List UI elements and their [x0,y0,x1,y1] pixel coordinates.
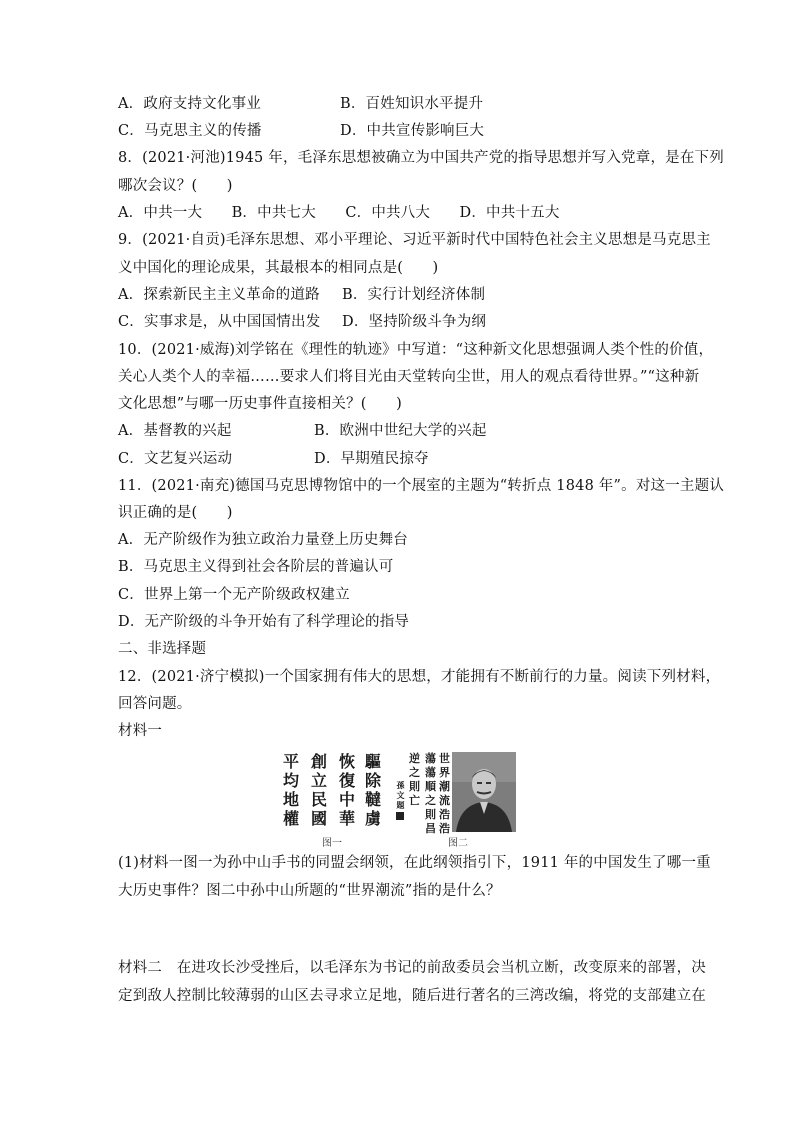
q9-option-b: B．实行计划经济体制 [342,287,486,303]
inscription-column: 世界潮流浩浩 [439,752,450,835]
q11-stem: 11．(2021·南充)德国马克思博物馆中的一个展室的主题为“转折点 1848 年”。对这一主题认 [118,478,725,494]
figure-two-caption: 图二 [448,838,468,849]
q7-option-b: B．百姓知识水平提升 [340,96,484,112]
q9-option-a: A．探索新民主主义革命的道路 [118,287,320,303]
q10-stem-cont: 关心人类个人的幸福……要求人们将目光由天堂转向尘世，用人的观点看待世界。”“这种新 [118,369,700,385]
portrait-figure-icon [452,752,516,832]
calligraphy-column: 恢復中華 [338,752,355,828]
q10-stem-end: 文化思想”与哪一历史事件直接相关？( ) [118,396,402,412]
q11-option-c: C．世界上第一个无产阶级政权建立 [118,587,350,603]
inscription-column: 蕩蕩順之則昌 [425,752,436,835]
q8-options: A．中共一大 B．中共七大 C．中共八大 D．中共十五大 [118,205,560,221]
seal-stamp [396,812,404,820]
figure-one-caption: 图一 [322,838,342,849]
q11-option-a: A．无产阶级作为独立政治力量登上历史舞台 [118,532,408,548]
section-heading: 二、非选择题 [118,641,207,657]
q7-option-c: C．马克思主义的传播 [118,123,262,139]
calligraphy-column: 平均地權 [282,752,299,828]
q11-stem-cont: 识正确的是( ) [118,505,233,521]
inscription-signature: 孫文題 [396,780,405,810]
q10-stem: 10．(2021·威海)刘学铭在《理性的轨迹》中写道：“这种新文化思想强调人类个性的价值， [118,342,714,358]
q9-stem-cont: 义中国化的理论成果，其最根本的相同点是( ) [118,260,439,276]
material-one-label: 材料一 [118,723,163,739]
calligraphy-column: 驅除韃虜 [364,752,381,828]
sub-question-1: (1)材料一图一为孙中山手书的同盟会纲领，在此纲领指引下，1911 年的中国发生了哪一重 [118,855,711,871]
material-two: 材料二 在进攻长沙受挫后，以毛泽东为书记的前敌委员会当机立断，改变原来的部署，决 [118,960,706,976]
q7-option-a: A．政府支持文化事业 [118,96,261,112]
q8-stem-cont: 哪次会议？( ) [118,178,233,194]
q9-stem: 9．(2021·自贡)毛泽东思想、邓小平理论、习近平新时代中国特色社会主义思想是马克思主 [118,232,711,248]
material-figure [280,752,520,848]
portrait-photo [452,752,516,832]
figure-two-inscription [396,752,452,835]
q10-option-c: C．文艺复兴运动 [118,451,233,467]
q12-stem: 12．(2021·济宁模拟)一个国家拥有伟大的思想，才能拥有不断前行的力量。阅读下列材料， [118,669,721,685]
q8-stem: 8．(2021·河池)1945 年，毛泽东思想被确立为中国共产党的指导思想并写入党章，是在下列 [118,150,724,166]
q11-option-b: B．马克思主义得到社会各阶层的普遍认可 [118,559,394,575]
q9-option-d: D．坚持阶级斗争为纲 [342,314,487,330]
figure-one-calligraphy [280,752,385,832]
q10-option-d: D．早期殖民掠夺 [314,451,429,467]
q10-option-b: B．欧洲中世纪大学的兴起 [314,423,487,439]
q12-stem-cont: 回答问题。 [118,696,192,712]
material-two-cont: 定到敌人控制比较薄弱的山区去寻求立足地，随后进行著名的三湾改编，将党的支部建立在 [118,988,706,1004]
q10-option-a: A．基督教的兴起 [118,423,232,439]
q11-option-d: D．无产阶级的斗争开始有了科学理论的指导 [118,614,410,630]
calligraphy-column: 創立民國 [310,752,327,828]
inscription-column: 逆之則亡 [409,752,420,807]
q9-option-c: C．实事求是，从中国国情出发 [118,314,321,330]
sub-question-1-cont: 大历史事件？图二中孙中山所题的“世界潮流”指的是什么？ [118,883,501,899]
q7-option-d: D．中共宣传影响巨大 [340,123,485,139]
